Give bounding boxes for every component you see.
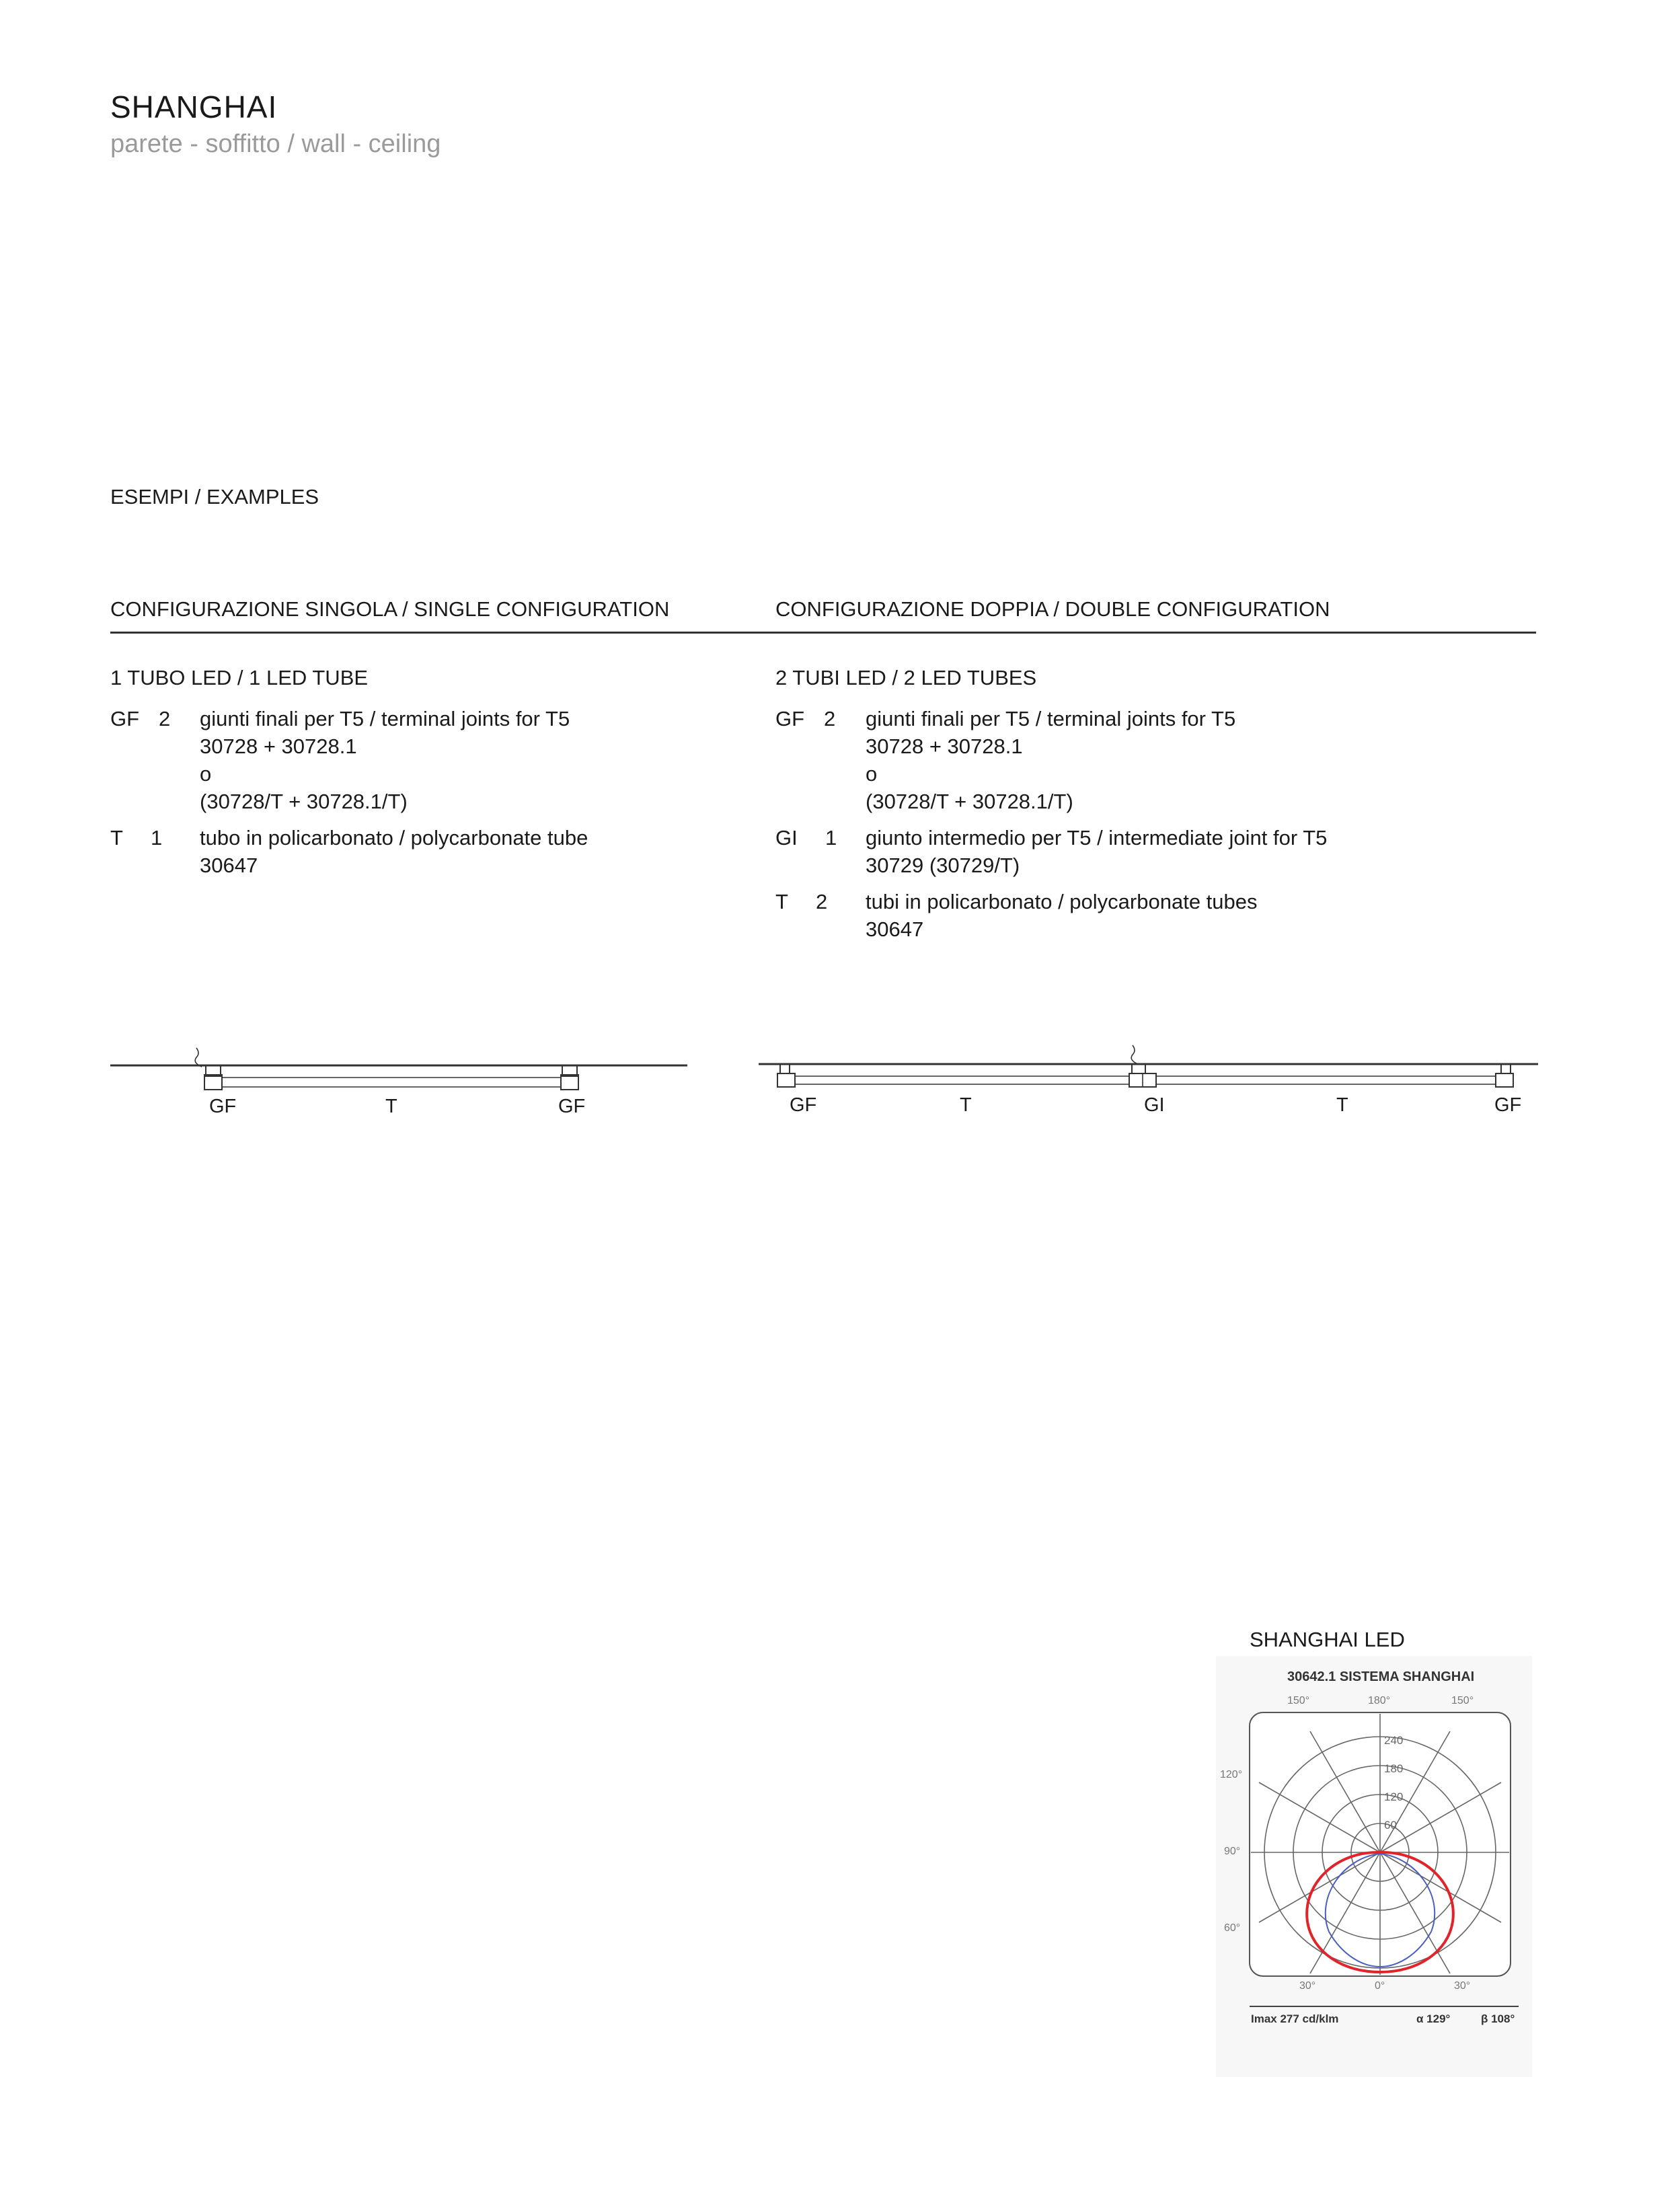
item-code-number: 30728 + 30728.1 [866, 734, 1023, 758]
intermediate-joint-mount [1132, 1064, 1145, 1073]
radial-label: 240 [1384, 1734, 1404, 1747]
single-config-diagram [110, 1048, 687, 1090]
end-joint-left [777, 1073, 795, 1087]
diagram-label-gi: GI [1144, 1094, 1165, 1116]
end-joint-left [204, 1075, 222, 1090]
item-code-number: 30647 [866, 917, 924, 941]
double-config-diagram [759, 1045, 1538, 1087]
examples-label: ESEMPI / EXAMPLES [110, 485, 319, 508]
item-description: giunto intermedio per T5 / intermediate joint for T5 [866, 826, 1328, 850]
diagram-label-t: T [385, 1096, 397, 1117]
end-joint-right [1496, 1073, 1513, 1087]
angle-label: 180° [1368, 1695, 1391, 1706]
item-qty: 1 [825, 826, 837, 850]
item-qty: 1 [151, 826, 163, 850]
radial-label: 180 [1384, 1762, 1404, 1775]
photometry-section-title: SHANGHAI LED [1250, 1628, 1405, 1651]
item-description: tubo in policarbonato / polycarbonate tube [200, 826, 588, 850]
imax-value: Imax 277 cd/klm [1251, 2012, 1339, 2025]
item-description: tubi in policarbonato / polycarbonate tubes [866, 890, 1258, 913]
diagram-label-gf: GF [790, 1094, 817, 1116]
alpha-angle: α 129° [1416, 2012, 1451, 2025]
angle-label: 30° [1299, 1980, 1316, 1992]
item-qty: 2 [816, 890, 828, 913]
item-code: GF [110, 707, 140, 730]
end-joint-right [561, 1075, 578, 1090]
angle-label: 150° [1451, 1695, 1474, 1706]
item-qty: 2 [159, 707, 171, 730]
item-description: giunti finali per T5 / terminal joints for T5 [866, 707, 1236, 730]
diagram-label-gf: GF [558, 1096, 586, 1117]
double-config-heading: CONFIGURAZIONE DOPPIA / DOUBLE CONFIGURATION [775, 597, 1330, 621]
radial-label: 120 [1384, 1790, 1404, 1803]
angle-label: 120° [1220, 1769, 1243, 1780]
angle-label: 30° [1454, 1980, 1471, 1992]
footer-divider [1250, 2006, 1519, 2007]
item-qty: 2 [824, 707, 836, 730]
page-title: SHANGHAI [110, 89, 278, 124]
angle-label: 90° [1224, 1846, 1241, 1857]
item-code: T [110, 826, 123, 850]
angle-label: 60° [1224, 1922, 1241, 1934]
item-code-number: 30728 + 30728.1 [200, 734, 357, 758]
angle-label: 0° [1375, 1980, 1385, 1992]
cable-icon [1131, 1045, 1138, 1064]
cable-icon [195, 1048, 202, 1067]
item-code: GI [775, 826, 798, 850]
item-code: T [775, 890, 788, 913]
end-joint-mount [1501, 1064, 1511, 1073]
item-alt-code: (30728/T + 30728.1/T) [866, 790, 1073, 813]
diagram-label-gf: GF [209, 1096, 237, 1117]
item-or: o [866, 762, 878, 786]
angle-label: 150° [1287, 1695, 1310, 1706]
end-joint-mount [780, 1064, 790, 1073]
photometric-chart-title: 30642.1 SISTEMA SHANGHAI [1287, 1669, 1475, 1684]
item-or: o [200, 762, 212, 786]
photometric-diagram [1216, 1656, 1532, 2077]
beta-angle: β 108° [1481, 2012, 1515, 2025]
item-alt-code: (30728/T + 30728.1/T) [200, 790, 408, 813]
diagram-label-gf: GF [1494, 1094, 1522, 1116]
radial-label: 60 [1384, 1819, 1397, 1832]
diagram-label-t: T [1336, 1094, 1348, 1116]
single-config-subheading: 1 TUBO LED / 1 LED TUBE [110, 666, 369, 689]
item-code: GF [775, 707, 805, 730]
item-description: giunti finali per T5 / terminal joints for T5 [200, 707, 570, 730]
double-config-subheading: 2 TUBI LED / 2 LED TUBES [775, 666, 1037, 689]
single-config-heading: CONFIGURAZIONE SINGOLA / SINGLE CONFIGURATION [110, 597, 670, 621]
page-subtitle: parete - soffitto / wall - ceiling [110, 130, 441, 158]
item-code-number: 30729 (30729/T) [866, 854, 1020, 877]
diagram-label-t: T [960, 1094, 972, 1116]
item-code-number: 30647 [200, 854, 258, 877]
